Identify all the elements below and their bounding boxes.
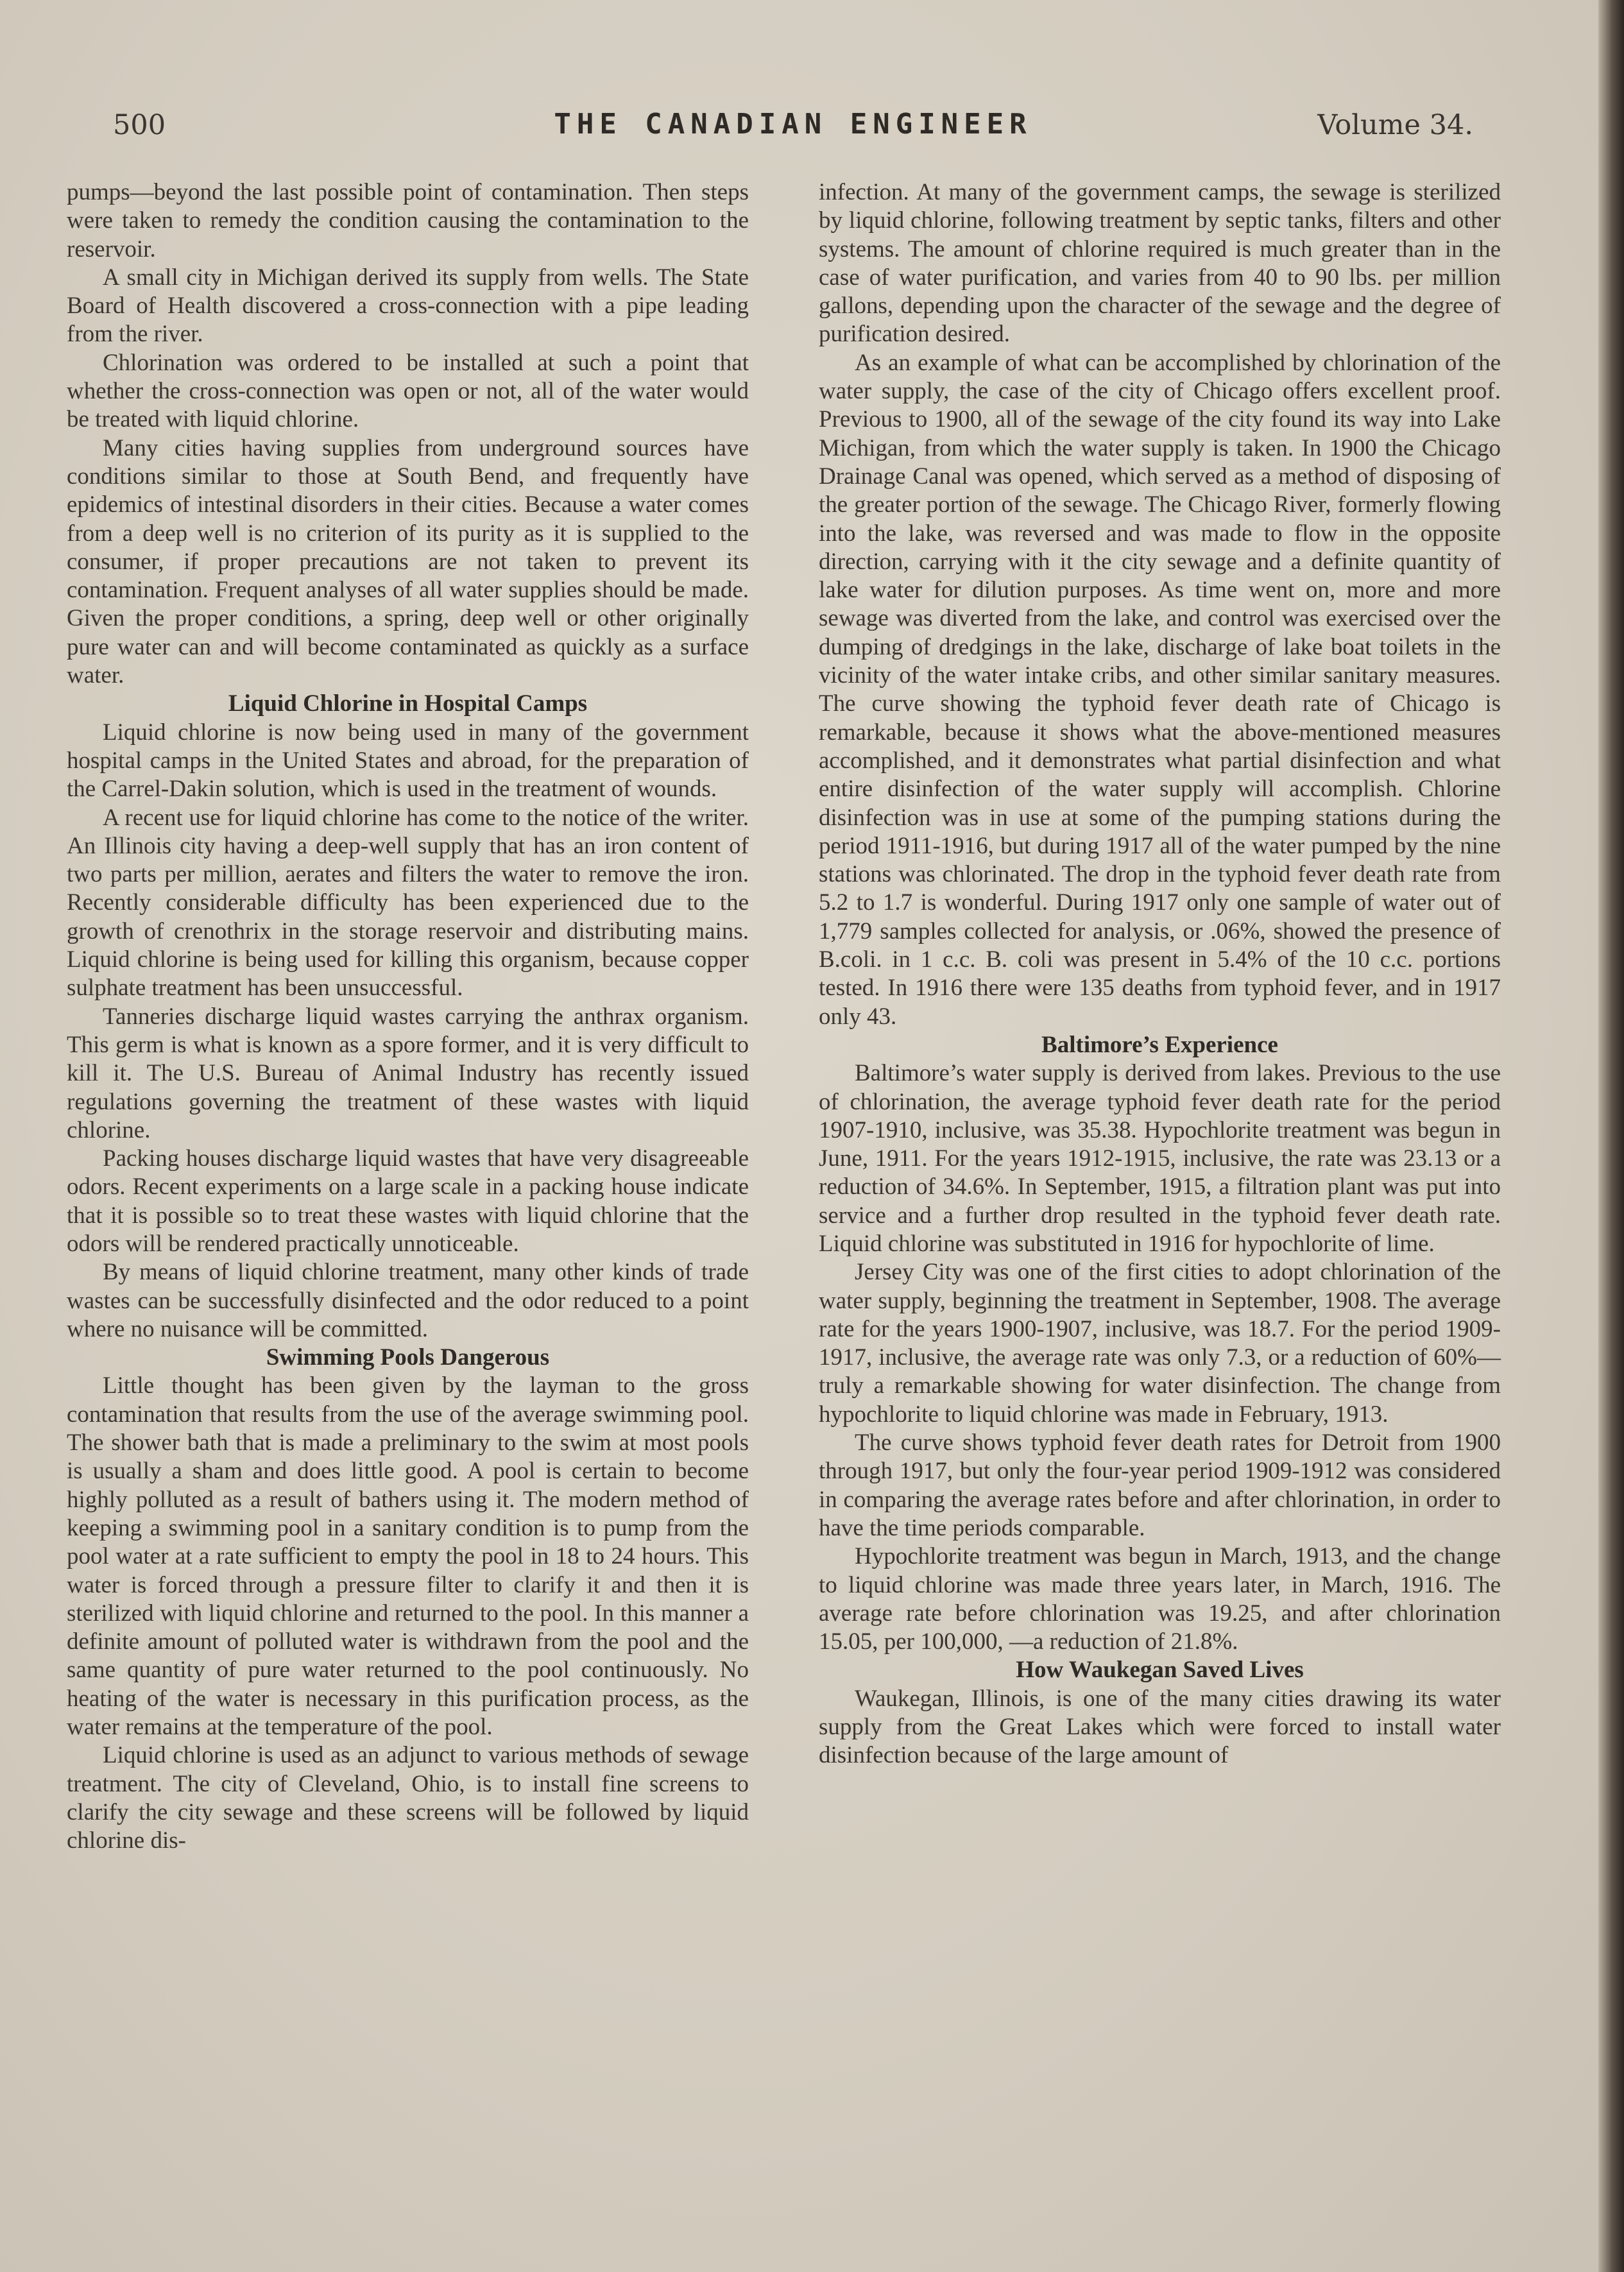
- paragraph: infection. At many of the government camps, the sewage is sterilized by liquid chlorine, following treatment by septic tanks, filters and other systems. The amount of chlorine required is much greater than in the case of water purification, and varies from 40 to 90 lbs. per million gallons, depending upon the character of the sewage and the degree of purification desired.: [819, 179, 1501, 348]
- paragraph: A recent use for liquid chlorine has come to the notice of the writer. An Illinois city having a deep-well supply that has an iron content of two parts per million, aerates and filters the water to remove the iron. Recently considerable difficulty has been experienced due to the growth of crenothrix in the storage reservoir and distributing mains. Liquid chlorine is being used for killing this organism, because copper sulphate treatment has been unsuccessful.: [67, 804, 749, 1002]
- section-heading: Swimming Pools Dangerous: [266, 1344, 550, 1371]
- journal-title: THE CANADIAN ENGINEER: [554, 108, 1032, 141]
- volume-label: Volume 34.: [1317, 109, 1473, 141]
- paragraph: Baltimore’s water supply is derived from lakes. Previous to the use of chlorination, the average typhoid fever death rate for the period 1907-1910, inclusive, was 35.38. Hypochlorite treatment was begun in June, 1911. For the years 1912-1915, inclusive, the rate was 23.13 or a reduction of 34.6%. In September, 1915, a filtration plant was put into service and a further drop resulted in the typhoid fever death rate. Liquid chlorine was substituted in 1916 for hypochlorite of lime.: [819, 1060, 1501, 1257]
- paragraph: Hypochlorite treatment was begun in March, 1913, and the change to liquid chlorine was made three years later, in March, 1916. The average rate before chlorination was 19.25, and after chlorination 15.05, per 100,000, —a reduction of 21.8%.: [819, 1543, 1501, 1655]
- paragraph: Little thought has been given by the layman to the gross contamination that results from the use of the average swimming pool. The shower bath that is made a preliminary to the swim at most pools is usually a sham and does little good. A pool is certain to become highly polluted as a result of bathers using it. The modern method of keeping a swimming pool in a sanitary condition is to pump from the pool water at a rate sufficient to empty the pool in 18 to 24 hours. This water is forced through a pressure filter to clarify it and then it is sterilized with liquid chlorine and returned to the pool. In this manner a definite amount of polluted water is withdrawn from the pool and the same quantity of pure water returned to the pool continuously. No heating of the water is necessary in this purification process, as the water remains at the temperature of the pool.: [67, 1372, 749, 1741]
- paragraph: Packing houses discharge liquid wastes that have very disagreeable odors. Recent experiments on a large scale in a packing house indicate that it is possible so to treat these wastes with liquid chlorine that the odors will be rendered practically unnoticeable.: [67, 1145, 749, 1257]
- paragraph: Liquid chlorine is used as an adjunct to various methods of sewage treatment. The city of Cleveland, Ohio, is to install fine screens to clarify the city sewage and these screens will be followed by liquid chlorine dis-: [67, 1742, 749, 1854]
- paragraph: Liquid chlorine is now being used in many of the government hospital camps in the United States and abroad, for the preparation of the Carrel-Dakin solution, which is used in the treatment of wounds.: [67, 719, 749, 803]
- section-heading: Baltimore’s Experience: [1041, 1031, 1278, 1058]
- paragraph: Jersey City was one of the first cities to adopt chlorination of the water supply, beginning the treatment in September, 1908. The average rate for the years 1900-1907, inclusive, was 18.7. For the period 1909-1917, inclusive, the average rate was only 7.3, or a reduction of 60%—truly a remarkable showing for water disinfection. The change from hypochlorite to liquid chlorine was made in February, 1913.: [819, 1259, 1501, 1428]
- page-number: 500: [113, 109, 166, 141]
- section-heading: How Waukegan Saved Lives: [1016, 1657, 1304, 1684]
- paragraph: As an example of what can be accomplished by chlorination of the water supply, the case of the city of Chicago offers excellent proof. Previous to 1900, all of the sewage of the city found its way into Lake Michigan, from which the water supply is taken. In 1900 the Chicago Drainage Canal was opened, which served as a method of disposing of the greater portion of the sewage. The Chicago River, formerly flowing into the lake, was reversed and was made to flow in the opposite direction, carrying with it the city sewage and a definite quantity of lake water for dilution purposes. As time went on, more and more sewage was diverted from the lake, and control was exercised over the dumping of dredgings in the lake, discharge of lake boat toilets in the vicinity of the water intake cribs, and other similar sanitary measures. The curve showing the typhoid fever death rate of Chicago is remarkable, because it shows what the above-mentioned measures accomplished, and it demonstrates what partial disinfection and what entire disinfection of the water supply will accomplish. Chlorine disinfection was in use at some of the pumping stations during the period 1911-1916, but during 1917 all of the water pumped by the nine stations was chlorinated. The drop in the typhoid fever death rate from 5.2 to 1.7 is wonderful. During 1917 only one sample of water out of 1,779 samples collected for analysis, or .06%, showed the presence of B.coli. in 1 c.c. B. coli was present in 5.4% of the 10 c.c. portions tested. In 1916 there were 135 deaths from typhoid fever, and in 1917 only 43.: [819, 349, 1501, 1030]
- paragraph: Tanneries discharge liquid wastes carrying the anthrax organism. This germ is what is known as a spore former, and it is very difficult to kill it. The U.S. Bureau of Animal Industry has recently issued regulations governing the treatment of these wastes with liquid chlorine.: [67, 1003, 749, 1143]
- paragraph: The curve shows typhoid fever death rates for Detroit from 1900 through 1917, but only the four-year period 1909-1912 was considered in comparing the average rates before and after chlorination, in order to have the time periods comparable.: [819, 1430, 1501, 1541]
- left-column: [67, 178, 749, 1856]
- paragraph: pumps—beyond the last possible point of contamination. Then steps were taken to remedy the condition causing the contamination to the reservoir.: [67, 179, 749, 262]
- right-column: [819, 178, 1501, 1770]
- paragraph: By means of liquid chlorine treatment, many other kinds of trade wastes can be successfully disinfected and the odor reduced to a point where no nuisance will be committed.: [67, 1259, 749, 1342]
- section-heading: Liquid Chlorine in Hospital Camps: [228, 690, 588, 717]
- binding-edge: [1598, 0, 1624, 2272]
- paragraph: Chlorination was ordered to be installed at such a point that whether the cross-connection was open or not, all of the water would be treated with liquid chlorine.: [67, 349, 749, 433]
- paragraph: Many cities having supplies from underground sources have conditions similar to those at South Bend, and frequently have epidemics of intestinal disorders in their cities. Because a water comes from a deep well is no criterion of its purity as it is supplied to the consumer, if proper precautions are not taken to prevent its contamination. Frequent analyses of all water supplies should be made. Given the proper conditions, a spring, deep well or other originally pure water can and will become contaminated as quickly as a surface water.: [67, 434, 749, 689]
- paragraph: Waukegan, Illinois, is one of the many cities drawing its water supply from the Great Lakes which were forced to install water disinfection because of the large amount of: [819, 1685, 1501, 1769]
- running-header: [113, 103, 1473, 148]
- paragraph: A small city in Michigan derived its supply from wells. The State Board of Health discovered a cross-connection with a pipe leading from the river.: [67, 264, 749, 348]
